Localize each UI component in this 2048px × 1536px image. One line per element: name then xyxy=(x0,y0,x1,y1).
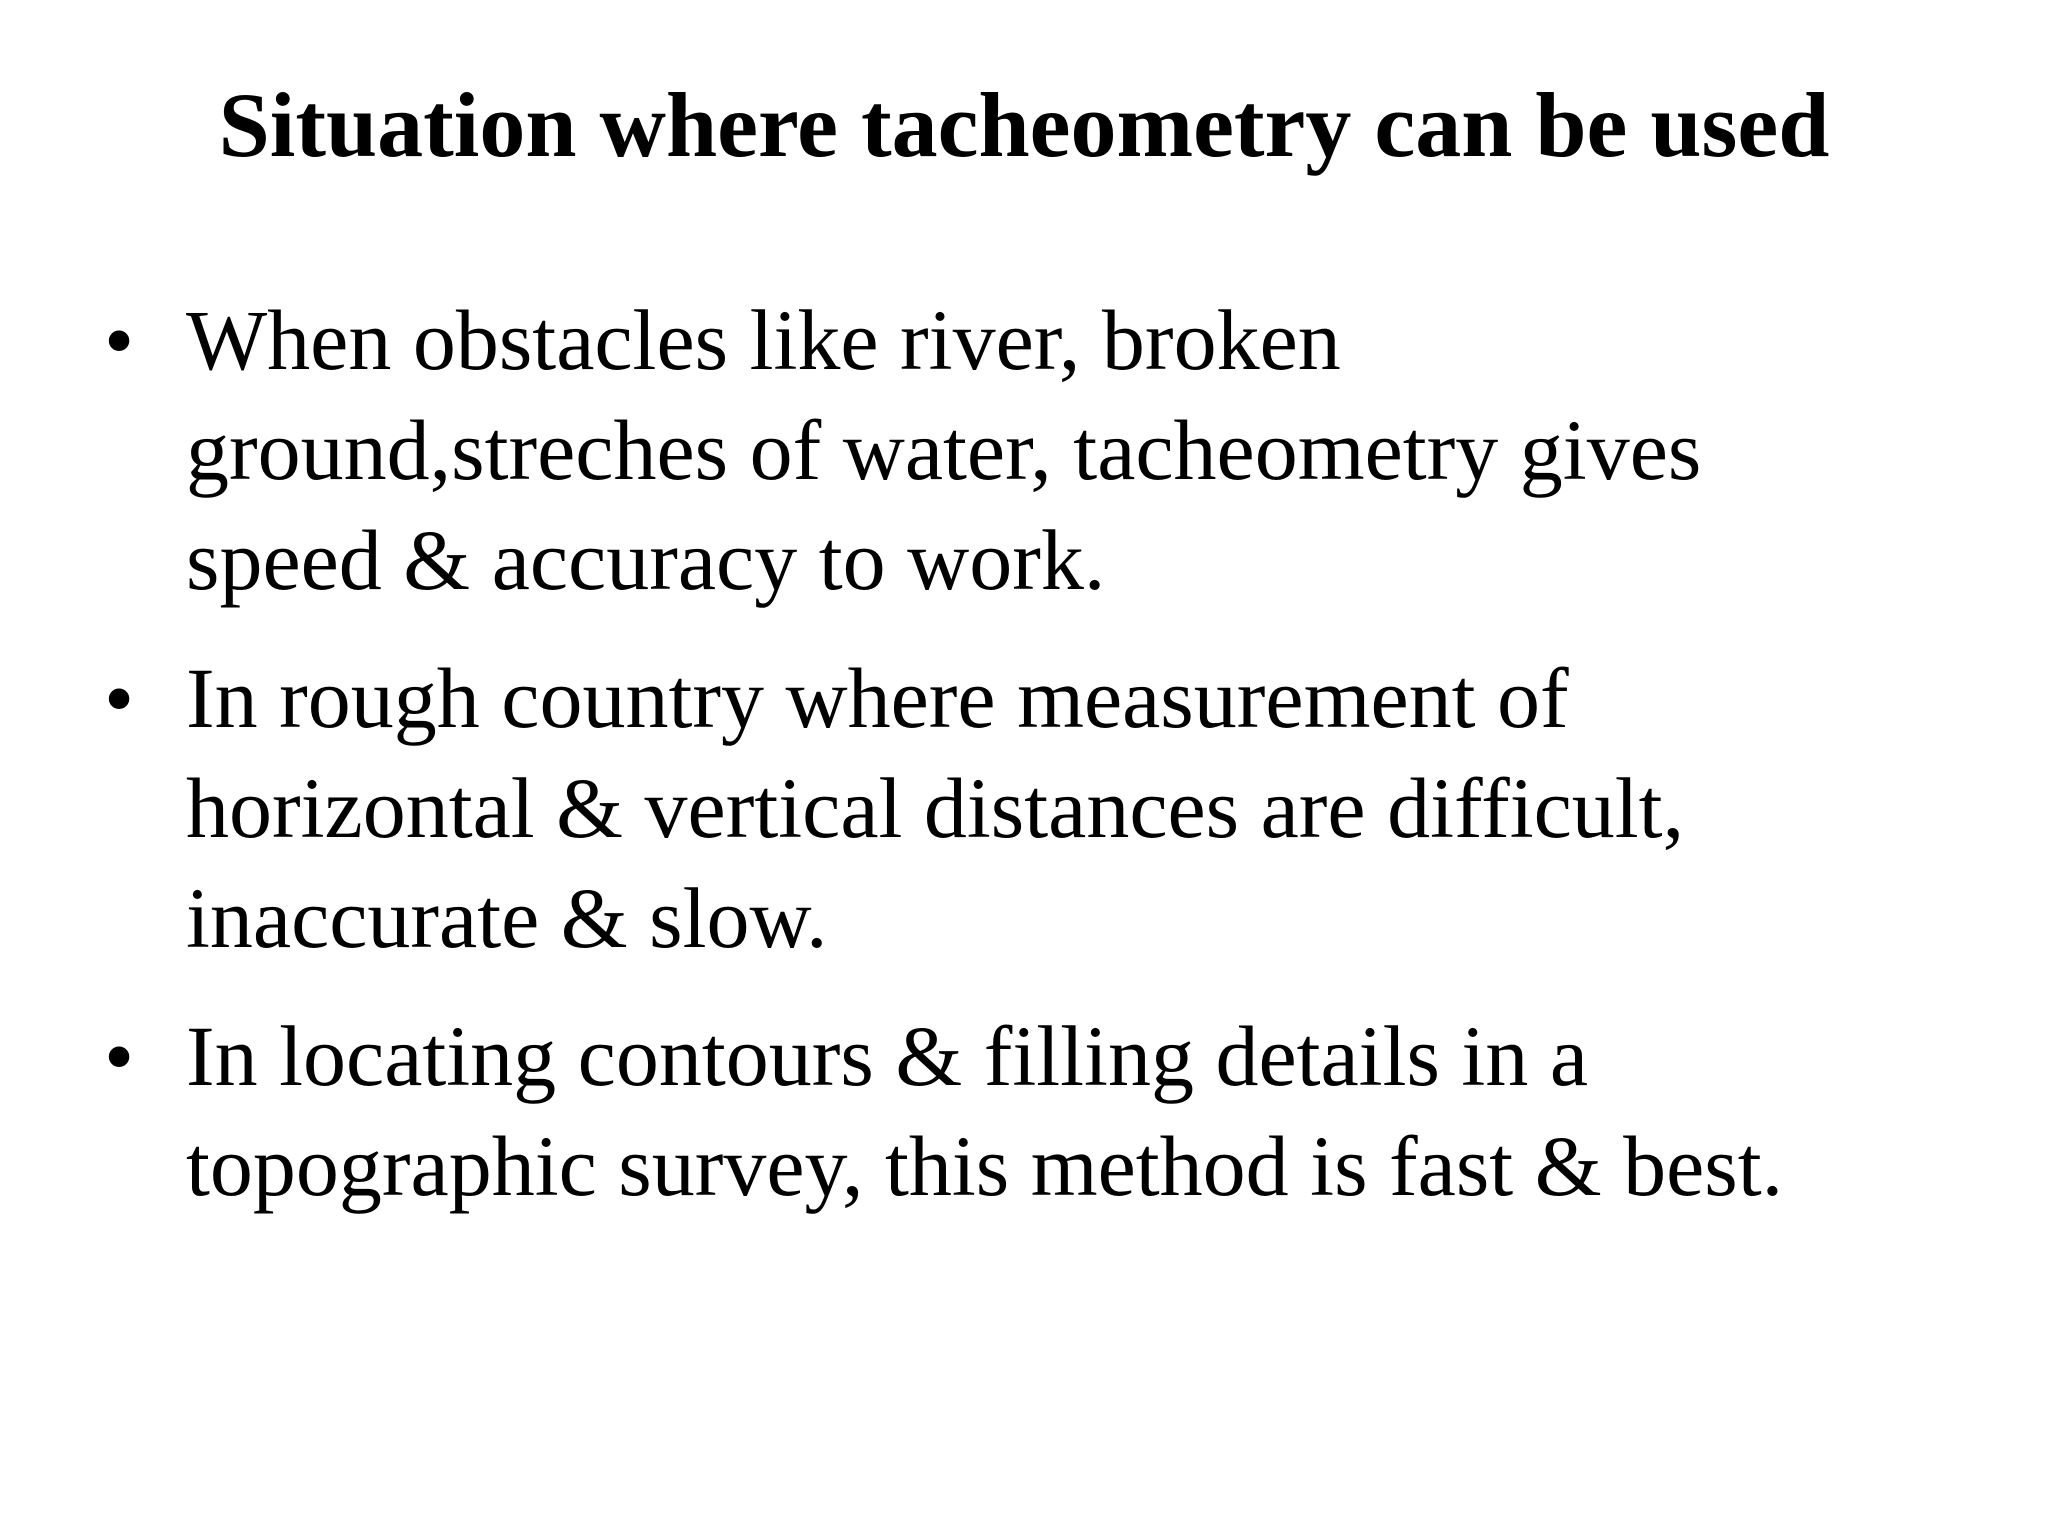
bullet-item xyxy=(104,285,1944,615)
slide-title: Situation where tacheometry can be used xyxy=(218,74,1830,176)
bullet-text-line: ground,streches of water, tacheometry gives xyxy=(186,402,1702,498)
bullet-icon: • xyxy=(104,650,135,746)
bullet-text-line: In rough country where measurement of xyxy=(186,650,1569,746)
bullet-text-line: horizontal & vertical distances are difficult, xyxy=(186,760,1685,856)
bullet-text-line: inaccurate & slow. xyxy=(186,870,828,966)
bullet-text-line: speed & accuracy to work. xyxy=(186,512,1106,608)
bullet-item xyxy=(104,643,1944,973)
bullet-icon: • xyxy=(104,1008,135,1104)
bullet-icon: • xyxy=(104,292,135,388)
bullet-text-line: When obstacles like river, broken xyxy=(186,292,1341,388)
bullet-item xyxy=(104,1001,1944,1221)
bullet-list xyxy=(104,285,1944,1221)
bullet-text-line: topographic survey, this method is fast & best. xyxy=(186,1118,1784,1214)
bullet-text-line: In locating contours & filling details in a xyxy=(186,1008,1588,1104)
